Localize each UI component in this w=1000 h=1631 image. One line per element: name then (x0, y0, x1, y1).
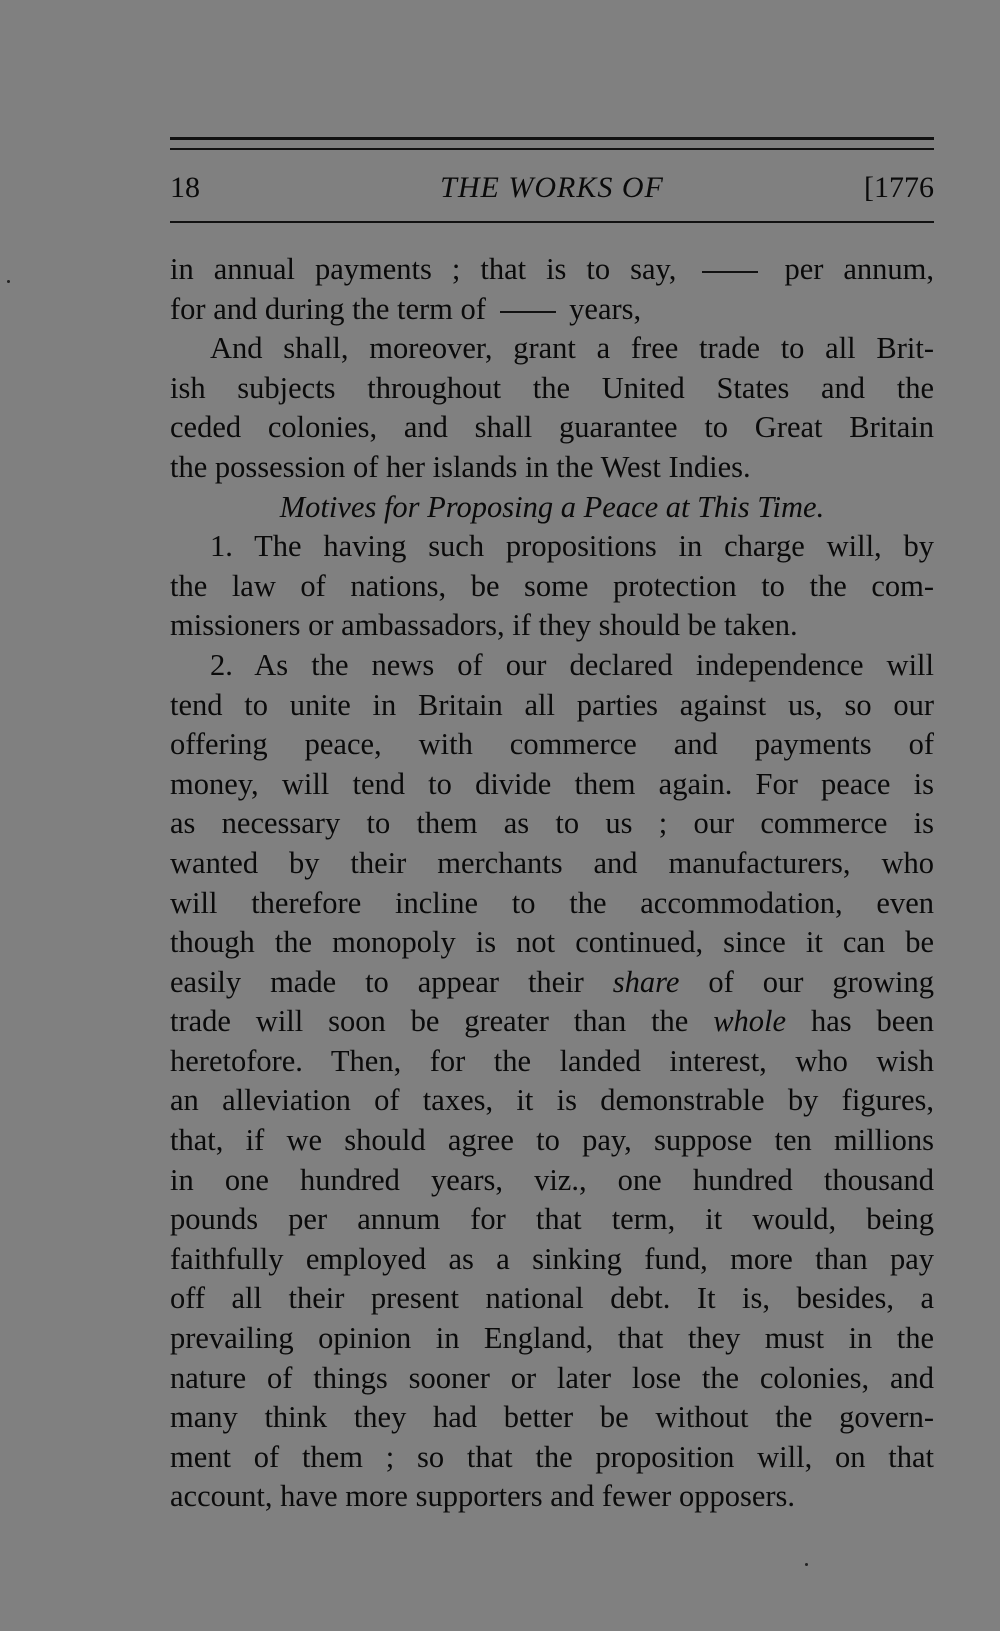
line-text: faithfully employed as a sinking fund, more than pay (170, 1241, 934, 1276)
line-text-end: years, (569, 291, 642, 326)
line-text: account, have more supporters and fewer opposers. (170, 1479, 796, 1514)
line-text: And shall, moreover, grant a free trade to all Brit- (210, 331, 934, 366)
text-line (170, 1121, 934, 1161)
line-text-start: in annual payments ; that is to say, (170, 252, 677, 286)
line-text: pounds per annum for that term, it would, being (170, 1202, 934, 1237)
line-text-end: has been (810, 1004, 934, 1039)
line-text: will therefore incline to the accommodation, even (170, 885, 934, 920)
line-text: an alleviation of taxes, it is demonstrable by figures, (170, 1083, 934, 1118)
text-line (170, 1477, 934, 1517)
running-title: THE WORKS OF (440, 171, 664, 204)
text-line (170, 646, 934, 686)
line-text: ish subjects throughout the United States and the (170, 370, 934, 405)
line-text: as necessary to them as to us ; our commerce is (170, 806, 934, 841)
text-line (170, 1279, 934, 1319)
line-text: heretofore. Then, for the landed interest, who wish (170, 1043, 934, 1078)
section-heading (170, 488, 934, 528)
text-line (170, 527, 934, 567)
running-head (170, 168, 934, 208)
scan-speck (7, 280, 10, 283)
line-text: the possession of her islands in the West Indies. (170, 449, 751, 484)
line-text-start: for and during the term of (170, 291, 486, 326)
text-line (170, 725, 934, 765)
line-text-start: trade will soon be greater than the (170, 1004, 689, 1039)
text-line (170, 1359, 934, 1399)
text-line (170, 1240, 934, 1280)
text-line (170, 1081, 934, 1121)
line-text: in one hundred years, viz., one hundred thousand (170, 1162, 934, 1197)
header-rule (170, 221, 934, 223)
text-line (170, 884, 934, 924)
line-text: offering peace, with commerce and payments of (170, 727, 934, 762)
emphasized-word: share (612, 964, 680, 999)
line-text: tend to unite in Britain all parties against us, so our (170, 687, 934, 722)
top-rule (170, 137, 934, 140)
text-line (170, 844, 934, 884)
line-text-end: of our growing (708, 964, 934, 999)
line-text: ceded colonies, and shall guarantee to Great Britain (170, 410, 934, 445)
text-line (170, 1438, 934, 1478)
text-line (170, 1161, 934, 1201)
text-line (170, 448, 934, 488)
emphasized-word: whole (713, 1004, 787, 1039)
text-line (170, 963, 934, 1003)
text-line (170, 408, 934, 448)
line-text: money, will tend to divide them again. For peace is (170, 766, 934, 801)
line-text: many think they had better be without the govern- (170, 1400, 934, 1435)
text-line (170, 290, 934, 330)
line-text: the law of nations, be some protection to the com- (170, 568, 934, 603)
line-text: missioners or ambassadors, if they should be taken. (170, 608, 798, 643)
top-rule-thin (170, 148, 934, 150)
line-text-start: easily made to appear their (170, 964, 584, 999)
line-text: that, if we should agree to pay, suppose ten millions (170, 1123, 934, 1158)
text-line (170, 369, 934, 409)
line-text: nature of things sooner or later lose the colonies, and (170, 1360, 934, 1395)
text-line (170, 804, 934, 844)
line-text: off all their present national debt. It is, besides, a (170, 1281, 934, 1316)
text-line (170, 606, 934, 646)
text-line (170, 567, 934, 607)
page-number: 18 (170, 171, 200, 204)
line-text: though the monopoly is not continued, since it can be (170, 925, 934, 960)
text-line (170, 1398, 934, 1438)
text-line (170, 923, 934, 963)
body-text (170, 250, 934, 1517)
line-text: ment of them ; so that the proposition will, on that (170, 1439, 934, 1474)
running-year: [1776 (864, 171, 934, 204)
text-line (170, 765, 934, 805)
line-text: 2. As the news of our declared independence will (210, 647, 934, 682)
blank-dash (702, 271, 758, 273)
blank-dash (500, 311, 556, 313)
text-line (170, 250, 934, 290)
text-line (170, 1200, 934, 1240)
line-text: 1. The having such propositions in charge will, by (210, 529, 934, 564)
scan-speck (805, 1563, 808, 1566)
text-line (170, 686, 934, 726)
text-line (170, 1319, 934, 1359)
line-text: wanted by their merchants and manufacturers, who (170, 845, 934, 880)
line-text-end: per annum, (784, 252, 934, 286)
line-text: prevailing opinion in England, that they must in the (170, 1321, 934, 1356)
text-line (170, 329, 934, 369)
line-text: Motives for Proposing a Peace at This Time. (279, 489, 825, 524)
text-line (170, 1042, 934, 1082)
text-line (170, 1002, 934, 1042)
